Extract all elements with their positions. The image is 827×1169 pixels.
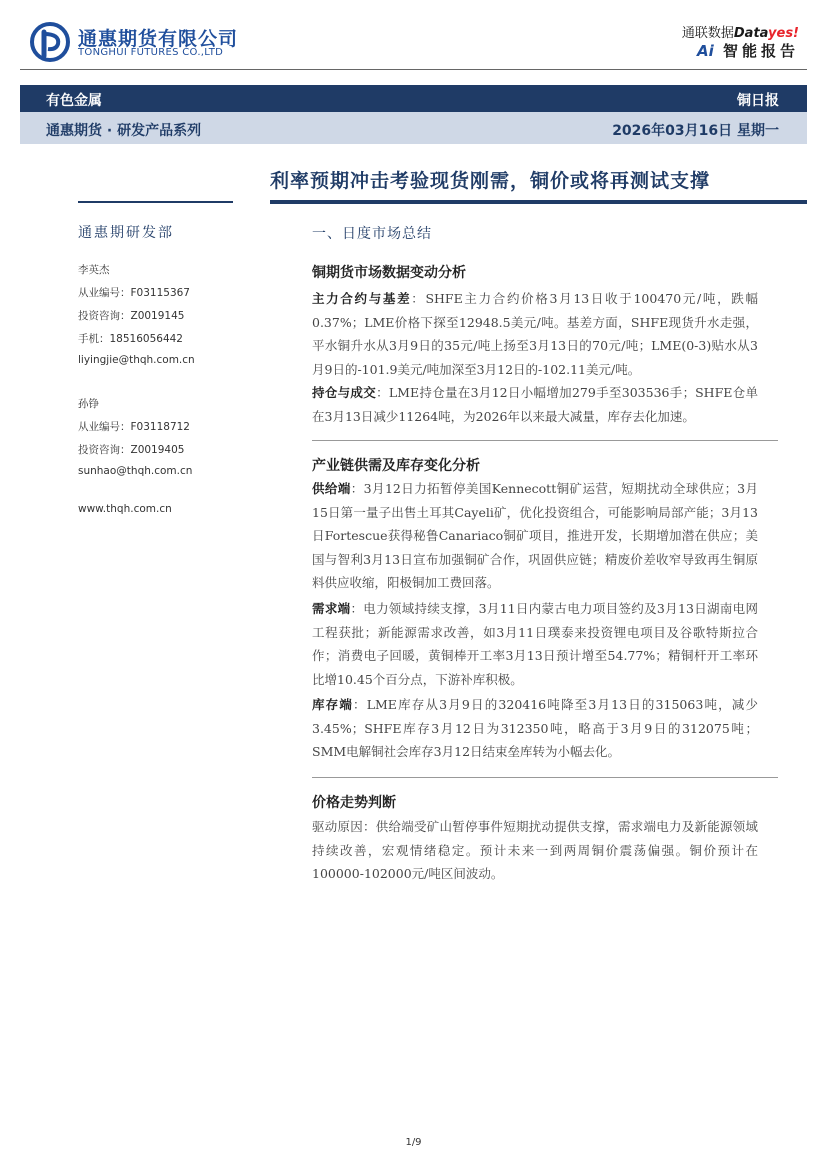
text-demand: ：电力领域持续支撑，3月11日内蒙古电力项目签约及3月13日湖南电网工程获批；新能源需求改善，如3月11日璞泰来投资锂电项目及谷歌特斯拉合作；消费电子回暖，黄铜棒开工率3月13日预计增至54.77%；精铜杆开工率环比增10.45个百分点，下游补库积极。 xyxy=(312,601,758,687)
brand-prefix: 通联数据 xyxy=(681,26,734,41)
para-contract-basis xyxy=(312,287,758,381)
analyst2-email[interactable]: sunhao@thqh.com.cn xyxy=(78,465,193,477)
divider-1 xyxy=(312,440,778,441)
analyst1-license: 从业编号：F03115367 xyxy=(78,287,190,299)
analyst1-phone: 手机：18516056442 xyxy=(78,333,183,345)
report-type: 铜日报 xyxy=(737,93,779,109)
report-title: 利率预期冲击考验现货刚需，铜价或将再测试支撑 xyxy=(270,170,711,192)
series-label: 通惠期货 · 研发产品系列 xyxy=(46,123,202,139)
dept-name: 通惠期研发部 xyxy=(78,225,174,241)
header-divider xyxy=(20,69,807,70)
divider-2 xyxy=(312,777,778,778)
website-link[interactable]: www.thqh.com.cn xyxy=(78,503,172,515)
series-band xyxy=(20,112,807,144)
brand-yes: yes! xyxy=(768,26,799,41)
text-inventory: ：LME库存从3月9日的320416吨降至3月13日的315063吨，减少3.45%；SHFE库存3月12日为312350吨，略高于3月9日的312075吨；SMM电解铜社会库存3月12日结束垒库转为小幅去化。 xyxy=(312,697,758,759)
para-inventory xyxy=(312,693,758,764)
company-logo-icon xyxy=(30,22,70,62)
company-name-en: TONGHUI FUTURES CO.,LTD xyxy=(78,47,224,58)
brand-ai: Ai xyxy=(696,42,714,60)
analyst2-license: 从业编号：F03118712 xyxy=(78,421,190,433)
para-positions xyxy=(312,381,758,428)
analyst2-advisory: 投资咨询：Z0019405 xyxy=(78,444,185,456)
datayes-brand xyxy=(682,22,799,41)
para-supply xyxy=(312,477,758,595)
label-inventory: 库存端 xyxy=(312,697,354,712)
text-positions: ：LME持仓量在3月12日小幅增加279手至303536手；SHFE仓单在3月13日减少11264吨，为2026年以来最大减量，库存去化加速。 xyxy=(312,385,758,424)
analyst1-email[interactable]: liyingjie@thqh.com.cn xyxy=(78,354,195,366)
subheading-futures: 铜期货市场数据变动分析 xyxy=(312,265,466,281)
label-positions: 持仓与成交 xyxy=(312,385,377,400)
para-demand xyxy=(312,597,758,691)
brand-report: 智能报告 xyxy=(722,42,799,60)
sidebar-rule xyxy=(78,201,233,203)
title-underline xyxy=(270,200,807,204)
para-outlook: 驱动原因：供给端受矿山暂停事件短期扰动提供支撑，需求端电力及新能源领域持续改善，宏观情绪稳定。预计未来一到两周铜价震荡偏强。铜价预计在100000-102000元/吨区间波动。 xyxy=(312,819,758,881)
analyst2-name: 孙铮 xyxy=(78,398,99,410)
sector-label: 有色金属 xyxy=(46,93,102,109)
brand-data: Data xyxy=(733,26,769,41)
text-contract-basis: ：SHFE主力合约价格3月13日收于100470元/吨，跌幅0.37%；LME价格下探至12948.5美元/吨。基差方面，SHFE现货升水走强，平水铜升水从3月9日的35元/吨上扬至3月13日的70元/吨；LME(0-3)贴水从3月9日的-101.9美元/吨加深至3月12日的-102.11美元/吨。 xyxy=(312,291,758,377)
report-date: 2026年03月16日 星期一 xyxy=(612,123,779,139)
text-supply: ：3月12日力拓暂停美国Kennecott铜矿运营，短期扰动全球供应；3月15日第一量子出售土耳其Cayeli矿，优化投资组合，可能影响局部产能；3月13日Fortescue获得秘鲁Canariaco铜矿项目，推进开发，长期增加潜在供应；美国与智利3月13日宣布加强铜矿合作，巩固供应链；精废价差收窄导致再生铜原料供应收缩，阳极铜加工费回落。 xyxy=(312,481,758,590)
page-number: 1/9 xyxy=(405,1137,422,1148)
subheading-outlook: 价格走势判断 xyxy=(312,795,396,811)
sector-band xyxy=(20,85,807,112)
label-supply: 供给端 xyxy=(312,481,351,496)
company-name-cn: 通惠期货有限公司 xyxy=(78,28,239,50)
label-contract-basis: 主力合约与基差 xyxy=(312,291,412,306)
ai-report-brand xyxy=(697,40,799,61)
subheading-supply-demand: 产业链供需及库存变化分析 xyxy=(312,458,480,474)
analyst1-name: 李英杰 xyxy=(78,264,110,276)
section-title: 一、日度市场总结 xyxy=(312,226,432,242)
analyst1-advisory: 投资咨询：Z0019145 xyxy=(78,310,185,322)
label-demand: 需求端 xyxy=(312,601,351,616)
